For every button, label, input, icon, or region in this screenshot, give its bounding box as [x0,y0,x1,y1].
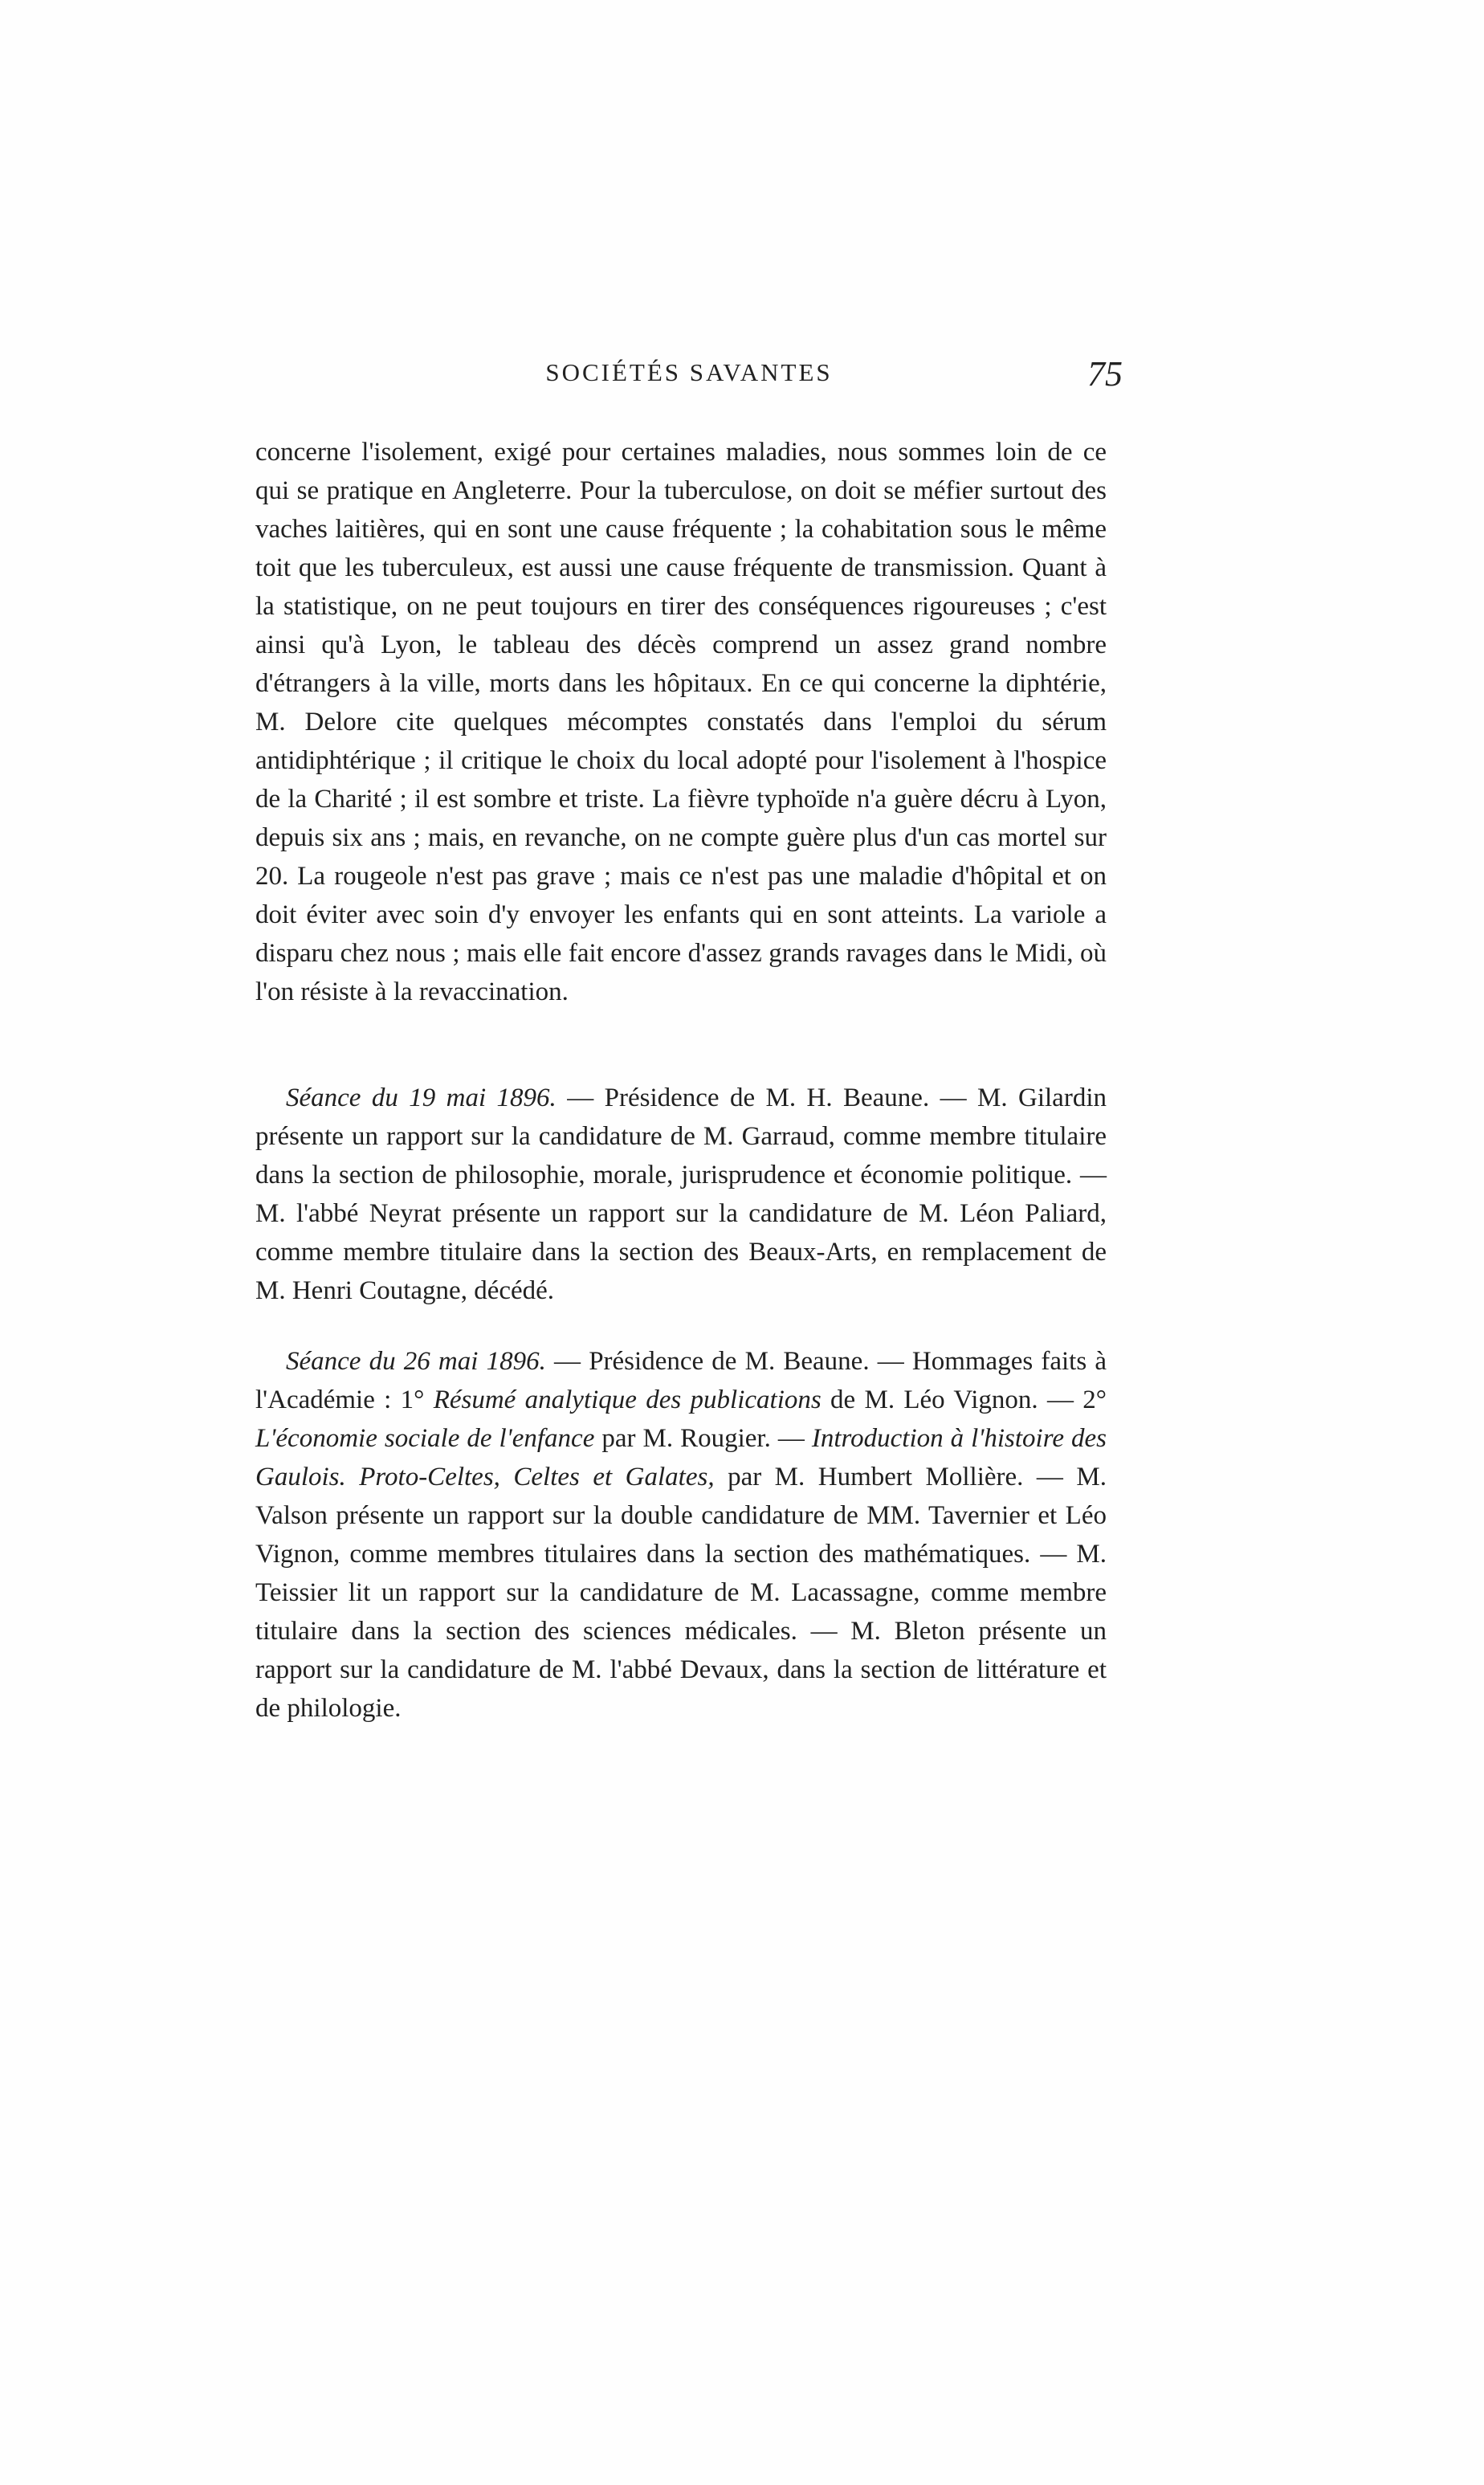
book-title: Introduction à l'histoire des Gaulois. Proto-Celtes, Celtes et Galates, [255,1424,1107,1491]
book-title: L'économie sociale de l'enfance [255,1424,595,1453]
seance-heading: Séance du 26 mai 1896. [286,1347,546,1376]
paragraph-text: concerne l'isolement, exigé pour certaines maladies, nous sommes loin de ce qui se pratique en Angleterre. Pour la tuberculose, on doit se méfier surtout des vaches laitières, qui en sont une cause fréquente ; la cohabitation sous le même toit que les tuberculeux, est aussi une cause fréquente de transmission. Quant à la statistique, on ne peut toujours en tirer des conséquences rigoureuses ; c'est ainsi qu'à Lyon, le tableau des décès comprend un assez grand nombre d'étrangers à la ville, morts dans les hôpitaux. En ce qui concerne la diphtérie, M. Delore cite quelques mécomptes constatés dans l'emploi du sérum antidiphtérique ; il critique le choix du local adopté pour l'isolement à l'hospice de la Charité ; il est sombre et triste. La fièvre typhoïde n'a guère décru à Lyon, depuis six ans ; mais, en revanche, on ne compte guère plus d'un cas mortel sur 20. La rougeole n'est pas grave ; mais ce n'est pas une maladie d'hôpital et on doit éviter avec soin d'y envoyer les enfants qui en sont atteints. La variole a disparu chez nous ; mais elle fait encore d'assez grands ravages dans le Midi, où l'on résiste à la revaccination. [255,438,1107,1006]
running-title: SOCIÉTÉS SAVANTES [545,358,833,386]
page-number: 75 [1087,354,1123,394]
running-head [255,353,1123,402]
paragraph-text: par M. Rougier. — [594,1424,812,1453]
paragraph-text: de M. Léo Vignon. — 2° [821,1385,1107,1414]
paragraph-seance-19-mai [255,1079,1107,1310]
book-title: Résumé analytique des publications [433,1385,822,1414]
seance-heading: Séance du 19 mai 1896. [286,1083,556,1112]
paragraph-text: — Présidence de M. Beaune. — Hommages faits à l'Académie : 1° [255,1347,1107,1414]
paragraph-health-report [255,433,1107,1011]
paragraph-text: par M. Humbert Mollière. — M. Valson présente un rapport sur la double candidature de MM. Tavernier et Léo Vignon, comme membres titulaires dans la section des mathématiques. — M. Teissier lit un rapport sur la candidature de M. Lacassagne, comme membre titulaire dans la section des sciences médicales. — M. Bleton présente un rapport sur la candidature de M. l'abbé Devaux, dans la section de littérature et de philologie. [255,1463,1107,1723]
paragraph-text: — Présidence de M. H. Beaune. — M. Gilardin présente un rapport sur la candidature de M. Garraud, comme membre titulaire dans la section de philosophie, morale, jurisprudence et économie politique. — M. l'abbé Neyrat présente un rapport sur la candidature de M. Léon Paliard, comme membre titulaire dans la section des Beaux-Arts, en remplacement de M. Henri Coutagne, décédé. [255,1083,1107,1305]
paragraph-seance-26-mai [255,1342,1107,1728]
